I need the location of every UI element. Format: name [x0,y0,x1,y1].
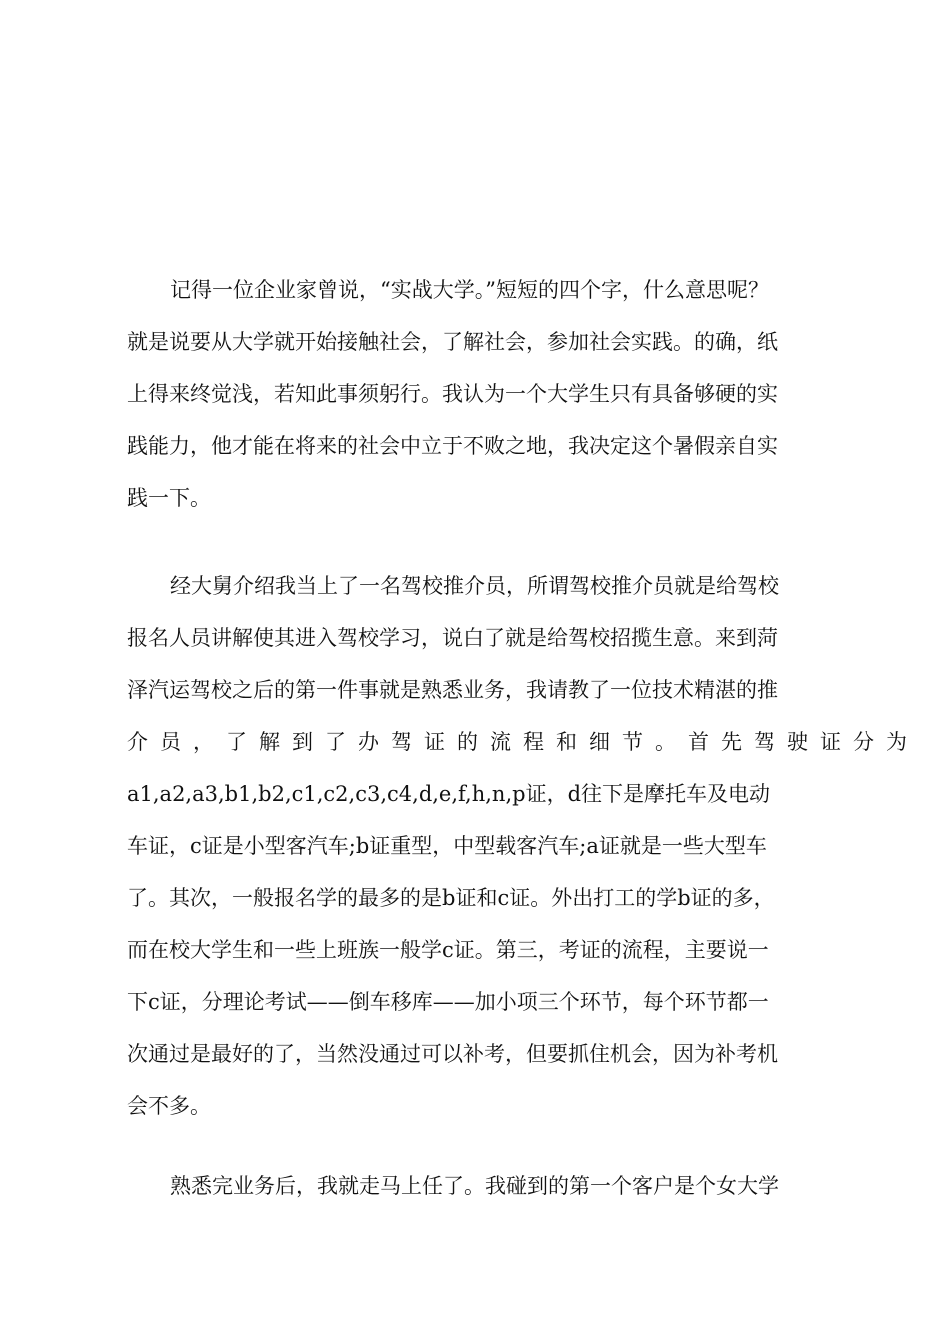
paragraph-2-line-4: 介员，了解到了办驾证的流程和细节。首先驾驶证分为 [127,730,919,754]
paragraph-2-line-1: 经大舅介绍我当上了一名驾校推介员，所谓驾校推介员就是给驾校 [170,574,779,598]
paragraph-3-line-1: 熟悉完业务后，我就走马上任了。我碰到的第一个客户是个女大学 [170,1174,779,1198]
paragraph-1-line-1: 记得一位企业家曾说，“实战大学。”短短的四个字，什么意思呢？ [170,278,769,302]
paragraph-2-line-7: 了。其次，一般报名学的最多的是b证和c证。外出打工的学b证的多， [127,886,775,910]
paragraph-2-line-10: 次通过是最好的了，当然没通过可以补考，但要抓住机会，因为补考机 [127,1042,778,1066]
paragraph-1-line-2: 就是说要从大学就开始接触社会，了解社会，参加社会实践。的确，纸 [127,330,778,354]
paragraph-2-line-6: 车证，c证是小型客汽车;b证重型，中型载客汽车;a证就是一些大型车 [127,834,767,858]
paragraph-2-line-3: 泽汽运驾校之后的第一件事就是熟悉业务，我请教了一位技术精湛的推 [127,678,778,702]
paragraph-2-line-11: 会不多。 [127,1094,211,1118]
paragraph-1-line-4: 践能力，他才能在将来的社会中立于不败之地，我决定这个暑假亲自实 [127,434,778,458]
paragraph-2-line-5: a1,a2,a3,b1,b2,c1,c2,c3,c4,d,e,f,h,n,p证，d往下是摩托车及电动 [127,782,771,806]
paragraph-2-line-9: 下c证，分理论考试——倒车移库——加小项三个环节，每个环节都一 [127,990,769,1014]
paragraph-1-line-5: 践一下。 [127,486,211,510]
paragraph-1-line-3: 上得来终觉浅，若知此事须躬行。我认为一个大学生只有具备够硬的实 [127,382,778,406]
paragraph-2-line-2: 报名人员讲解使其进入驾校学习，说白了就是给驾校招揽生意。来到菏 [127,626,778,650]
paragraph-2-line-8: 而在校大学生和一些上班族一般学c证。第三，考证的流程，主要说一 [127,938,769,962]
